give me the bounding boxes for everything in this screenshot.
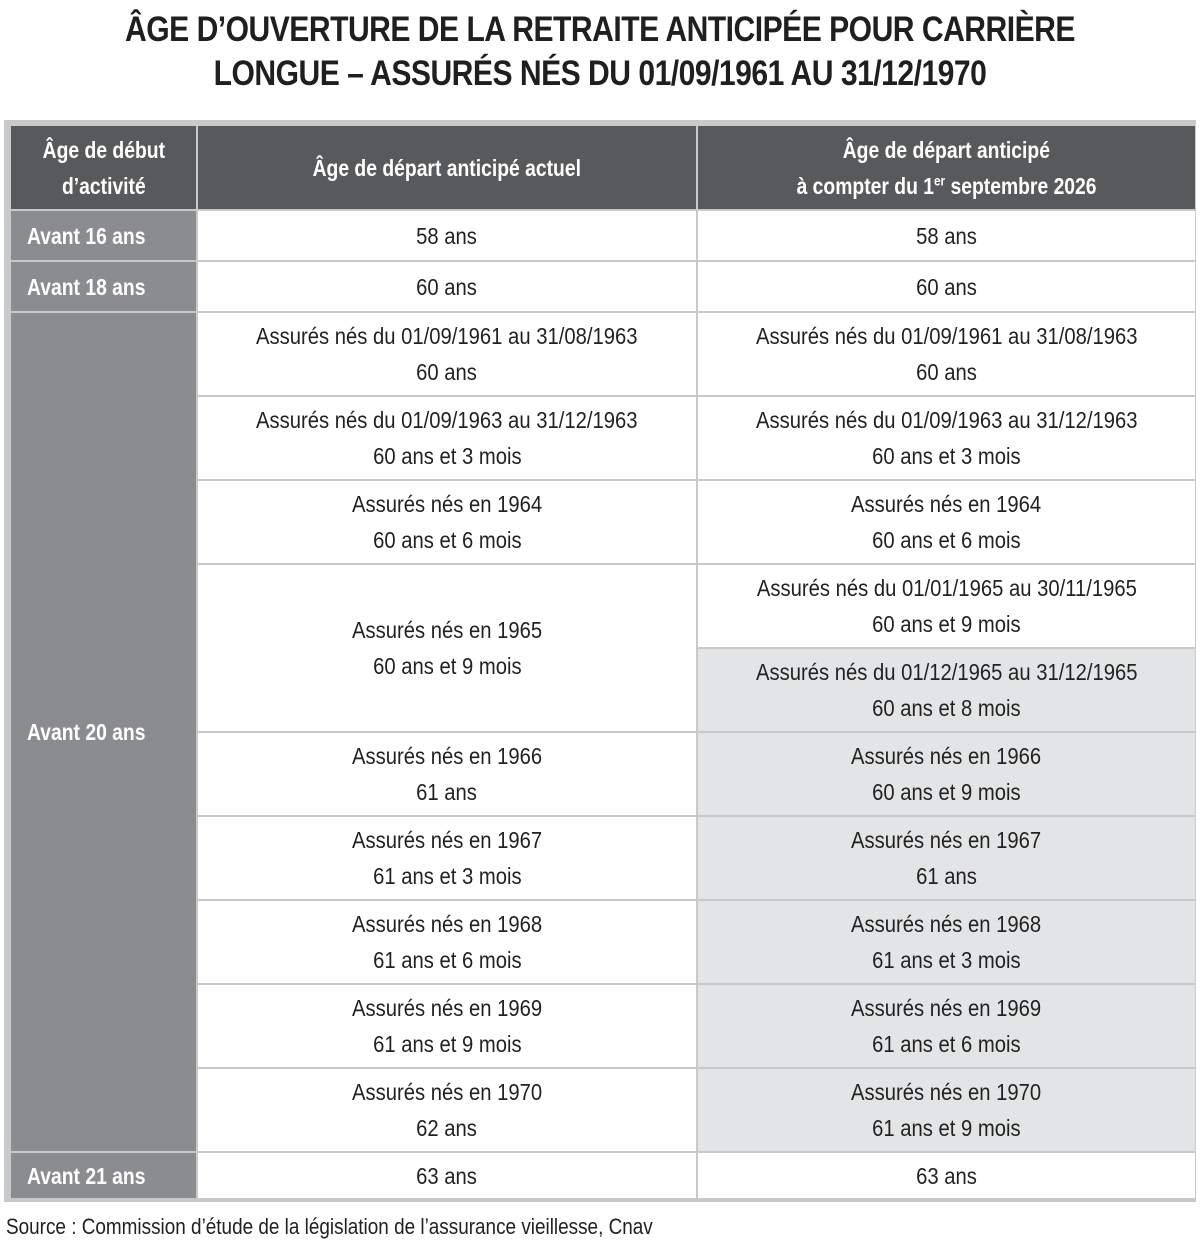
table-cell: Assurés nés en 1965 60 ans et 9 mois [198, 565, 696, 731]
header-current-age: Âge de départ anticipé actuel [198, 126, 696, 209]
table-cell: Assurés nés en 1966 61 ans [198, 733, 696, 815]
table-cell: Assurés nés en 1967 61 ans et 3 mois [198, 817, 696, 899]
table-cell: Assurés nés du 01/09/1963 au 31/12/1963 60 ans et 3 mois [198, 397, 696, 479]
table-cell-changed: Assurés nés du 01/12/1965 au 31/12/1965 60 ans et 8 mois [698, 649, 1195, 731]
table-cell: 63 ans [198, 1153, 696, 1198]
table-cell: 58 ans [198, 211, 696, 260]
source-note: Source : Commission d’étude de la législation de l’assurance vieillesse, Cnav [6, 1214, 653, 1239]
table-cell: Assurés nés en 1968 61 ans et 6 mois [198, 901, 696, 983]
header-start-age: Âge de début d’activité [11, 126, 196, 209]
table-cell: Assurés nés du 01/09/1961 au 31/08/1963 60 ans [198, 313, 696, 395]
table-cell-changed: Assurés nés en 1969 61 ans et 6 mois [698, 985, 1195, 1067]
table-cell: 60 ans [698, 262, 1195, 311]
retirement-age-table [11, 126, 1194, 1196]
title-line-1: ÂGE D’OUVERTURE DE LA RETRAITE ANTICIPÉE POUR CARRIÈRE [125, 10, 1075, 49]
page-title [84, 8, 1116, 96]
table-cell-changed: Assurés nés en 1970 61 ans et 9 mois [698, 1069, 1195, 1151]
table-cell: 63 ans [698, 1153, 1195, 1198]
table-cell: Assurés nés du 01/09/1963 au 31/12/1963 60 ans et 3 mois [698, 397, 1195, 479]
table-cell-changed: Assurés nés en 1967 61 ans [698, 817, 1195, 899]
table-cell-changed: Assurés nés en 1966 60 ans et 9 mois [698, 733, 1195, 815]
table-cell: Assurés nés en 1964 60 ans et 6 mois [698, 481, 1195, 563]
group-label: Avant 20 ans [11, 313, 196, 1151]
title-line-2: LONGUE – ASSURÉS NÉS DU 01/09/1961 AU 31/12/1970 [213, 54, 987, 93]
table-cell-changed: Assurés nés en 1968 61 ans et 3 mois [698, 901, 1195, 983]
header-future-age: Âge de départ anticipé à compter du 1er septembre 2026 [698, 126, 1195, 209]
group-label: Avant 18 ans [11, 262, 196, 311]
table-cell: Assurés nés en 1970 62 ans [198, 1069, 696, 1151]
group-label: Avant 16 ans [11, 211, 196, 260]
table-cell: Assurés nés du 01/01/1965 au 30/11/1965 60 ans et 9 mois [698, 565, 1195, 647]
table-cell: Assurés nés en 1964 60 ans et 6 mois [198, 481, 696, 563]
group-label: Avant 21 ans [11, 1153, 196, 1198]
table-cell: Assurés nés en 1969 61 ans et 9 mois [198, 985, 696, 1067]
table-cell: 60 ans [198, 262, 696, 311]
table-cell: Assurés nés du 01/09/1961 au 31/08/1963 60 ans [698, 313, 1195, 395]
table-cell: 58 ans [698, 211, 1195, 260]
